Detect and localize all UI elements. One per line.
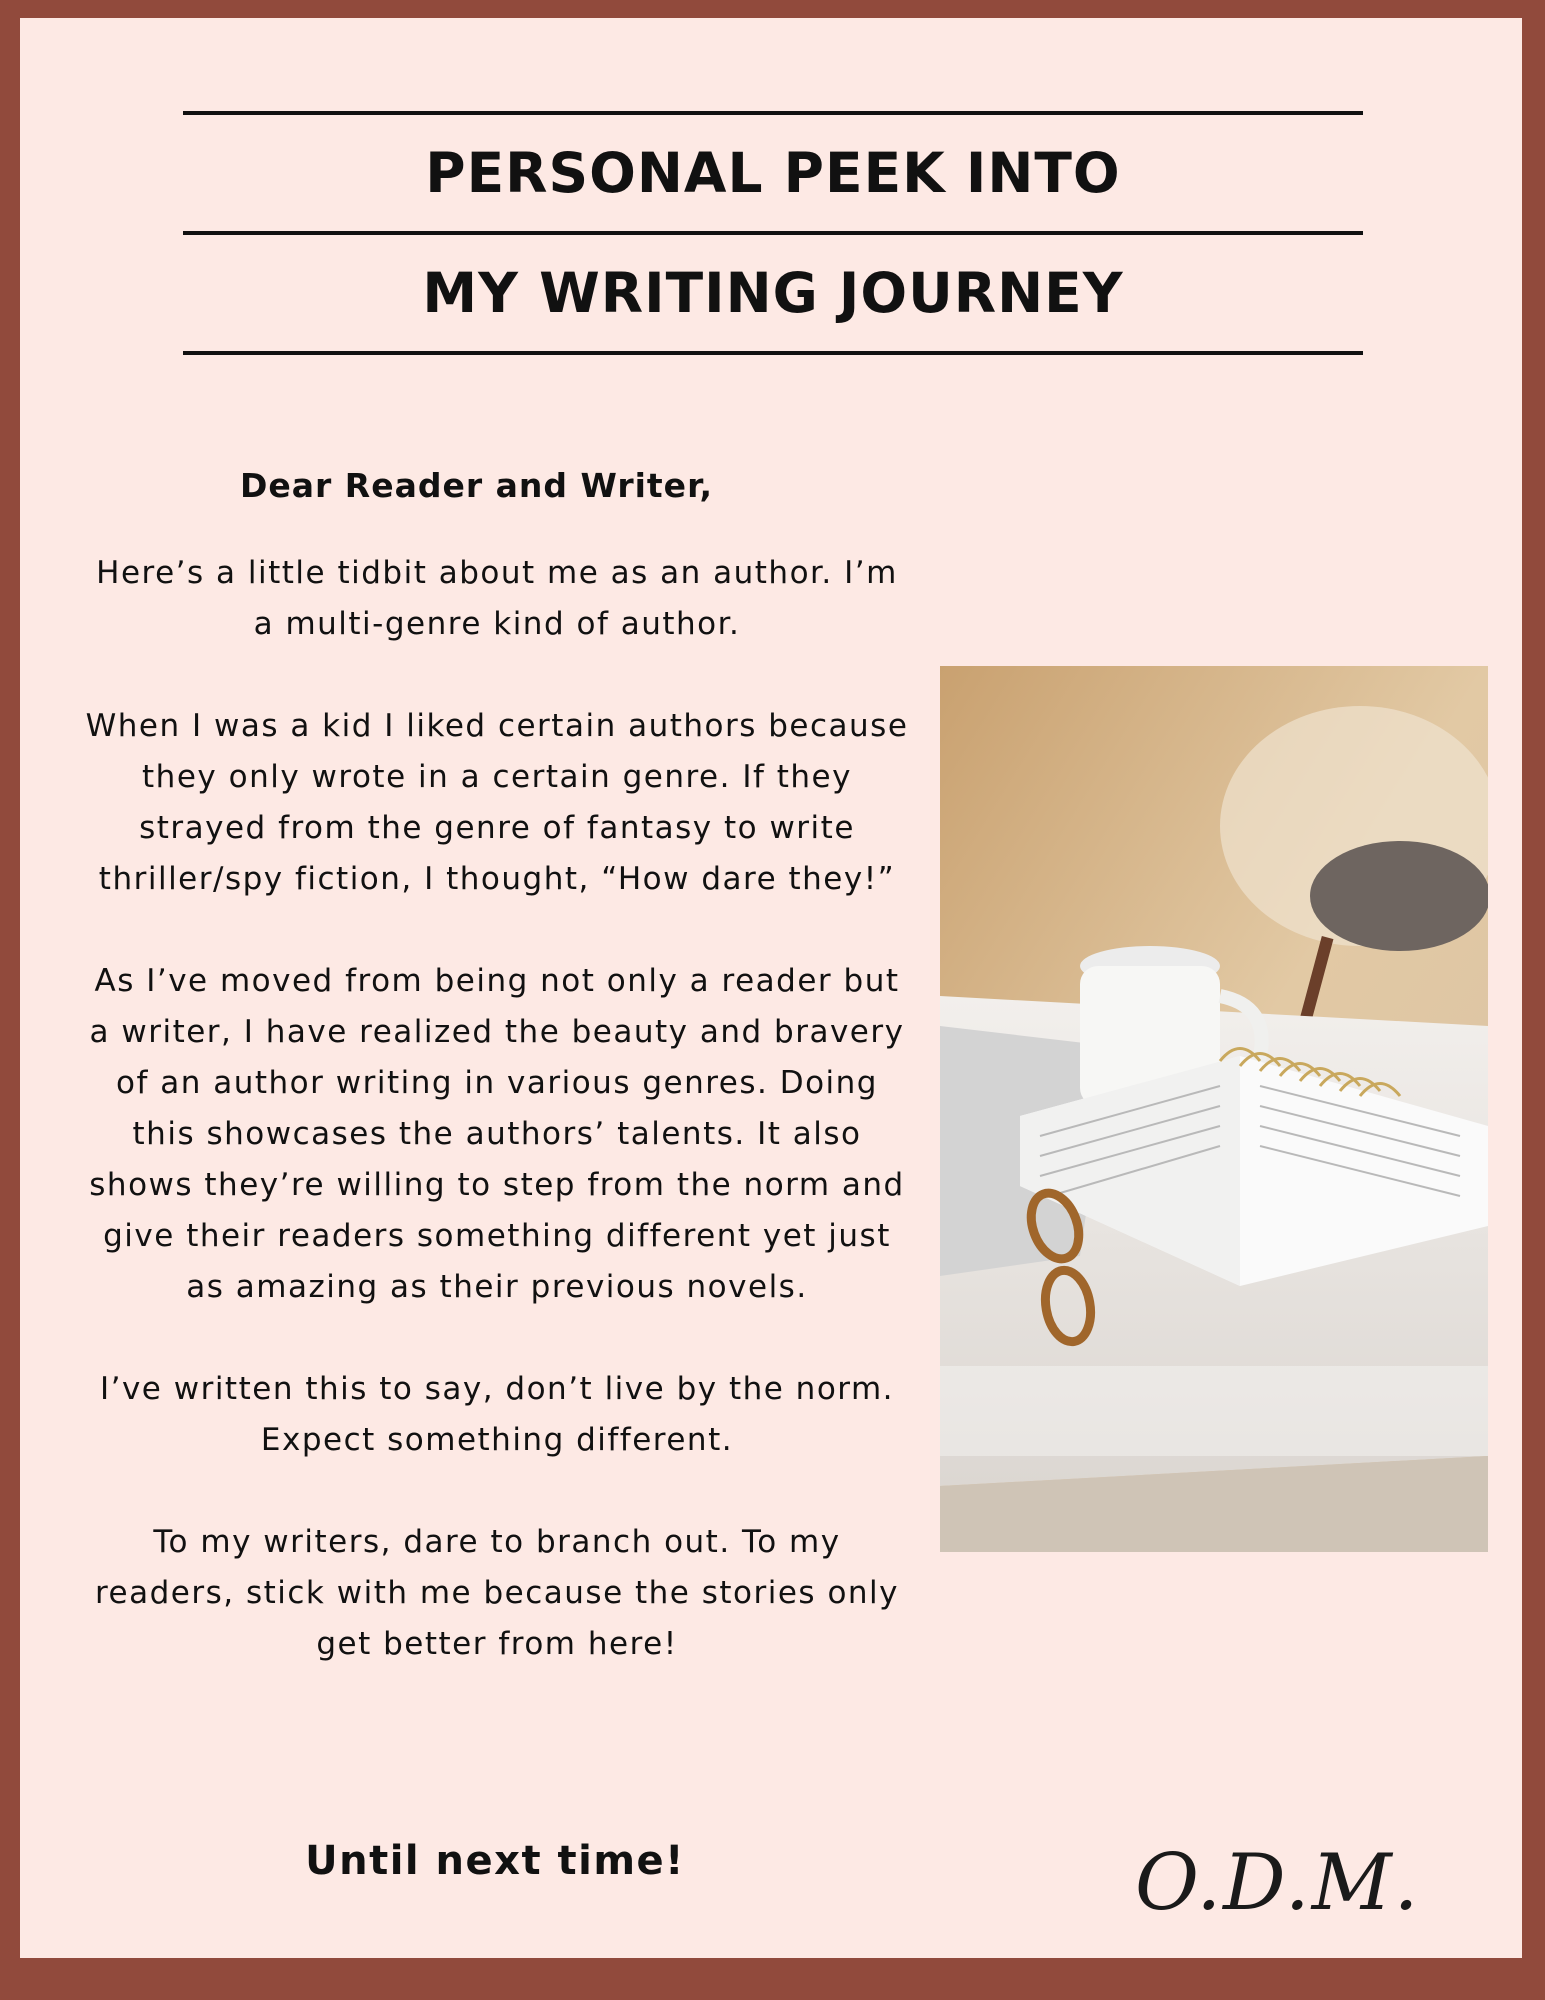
signature-initials: O.D.M. bbox=[1135, 1838, 1421, 1928]
letter-body bbox=[82, 548, 912, 1721]
desk-photo bbox=[940, 666, 1488, 1552]
salutation: Dear Reader and Writer, bbox=[240, 466, 714, 505]
title-line-2: MY WRITING JOURNEY bbox=[422, 261, 1124, 325]
bottom-rule bbox=[183, 351, 1363, 355]
desk-photo-illustration bbox=[940, 666, 1488, 1552]
title-block bbox=[183, 111, 1363, 355]
signoff: Until next time! bbox=[305, 1838, 685, 1884]
paragraph-4: I’ve written this to say, don’t live by the norm. Expect something different. bbox=[99, 1371, 895, 1458]
paragraph-2: When I was a kid I liked certain authors because they only wrote in a certain genre. If they strayed from the genre of fantasy to write thriller/spy fiction, I thought, “How dare they!” bbox=[85, 708, 909, 897]
title-line-1: PERSONAL PEEK INTO bbox=[425, 141, 1121, 205]
paragraph-5: To my writers, dare to branch out. To my readers, stick with me because the stories only get better from here! bbox=[94, 1524, 900, 1662]
paragraph-3: As I’ve moved from being not only a reader but a writer, I have realized the beauty and bravery of an author writing in various genres. Doing this showcases the authors’ talents. It also shows they’re willing to step from the norm and give their readers something different yet just as amazing as their previous novels. bbox=[89, 963, 905, 1305]
letter-page bbox=[20, 18, 1522, 1958]
paragraph-1: Here’s a little tidbit about me as an author. I’m a multi-genre kind of author. bbox=[96, 555, 898, 642]
